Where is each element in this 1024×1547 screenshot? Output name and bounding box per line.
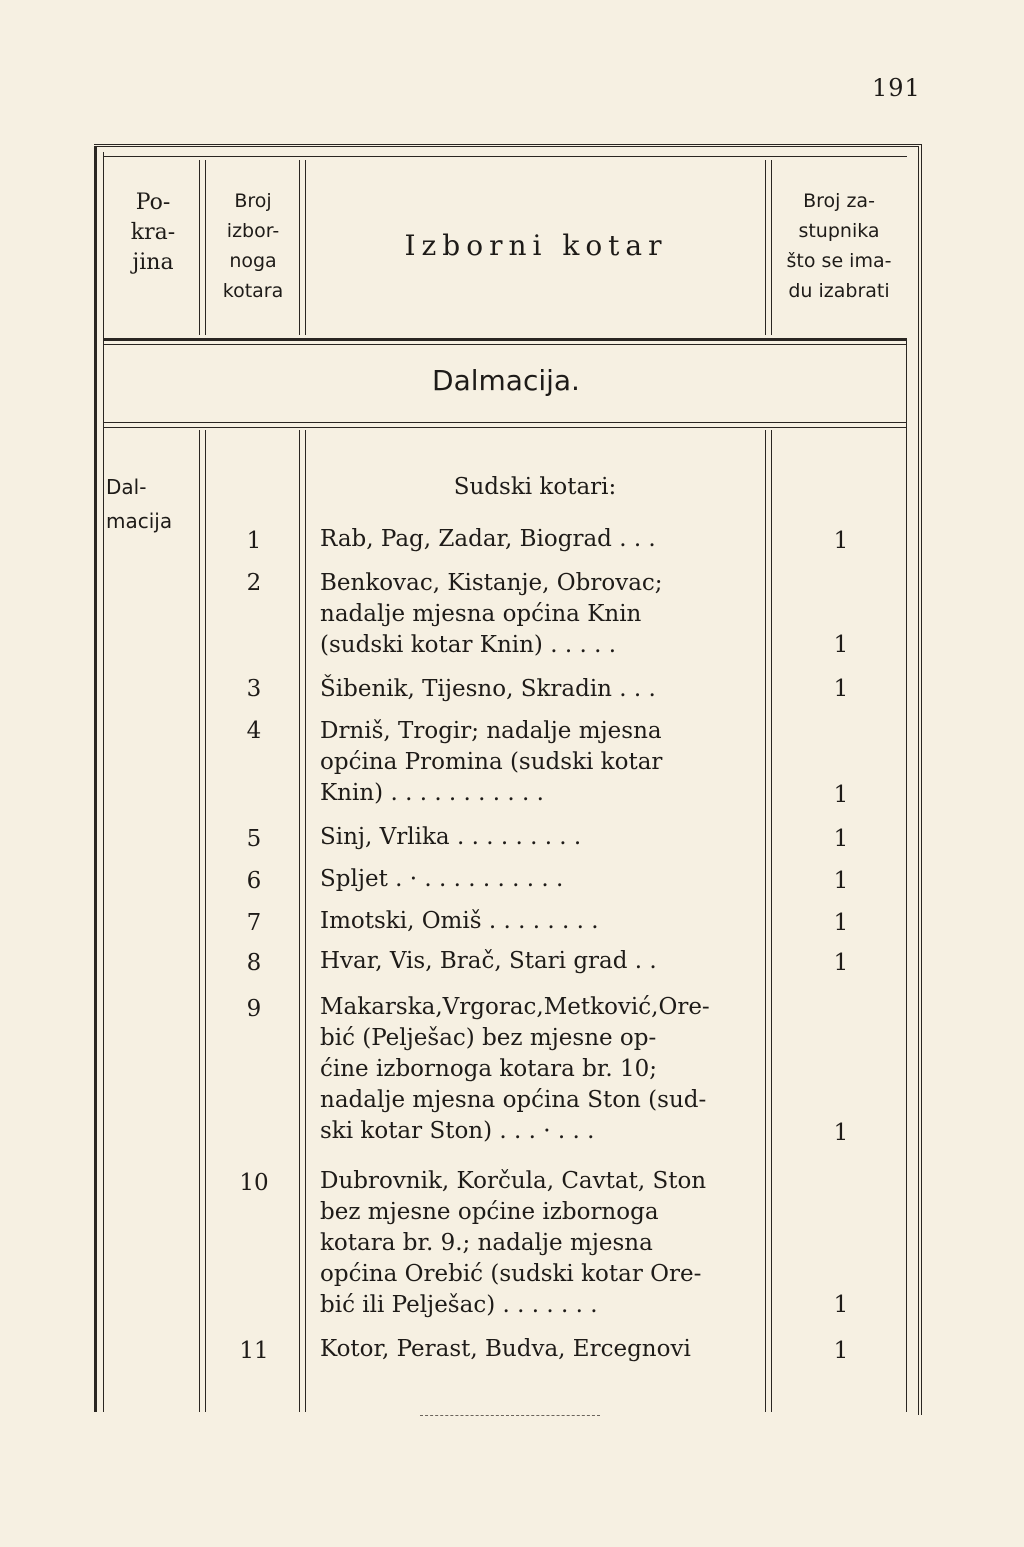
row-districts <box>320 946 752 977</box>
header-representatives-line: stupnika <box>798 220 880 242</box>
row-number: 11 <box>239 1338 269 1364</box>
region-label <box>106 470 198 538</box>
row-line: Imotski, Omiš . . . . . . . . <box>320 908 599 934</box>
header-top-rule <box>103 156 907 157</box>
row-districts <box>320 1334 752 1365</box>
outer-left-rule <box>94 146 97 1412</box>
row-line: bić ili Pelješac) . . . . . . . <box>320 1292 598 1318</box>
row-count: 1 <box>833 868 849 894</box>
row-line: Knin) . . . . . . . . . . . <box>320 780 544 806</box>
row-number: 3 <box>246 676 262 702</box>
row-number: 5 <box>246 826 262 852</box>
row-count: 1 <box>833 782 849 808</box>
row-line: Dubrovnik, Korčula, Cavtat, Ston <box>320 1168 707 1194</box>
row-line: bić (Pelješac) bez mjesne op- <box>320 1025 657 1051</box>
header-representatives-line: što se ima- <box>786 250 892 272</box>
header-region-line: jina <box>132 250 174 275</box>
row-districts <box>320 906 752 937</box>
page-number: 191 <box>872 74 921 102</box>
region-label-line: Dal- <box>106 475 147 499</box>
row-count: 1 <box>833 910 849 936</box>
inner-left-rule <box>103 152 104 1412</box>
row-line: nadalje mjesna općina Ston (sud- <box>320 1087 707 1113</box>
row-number: 4 <box>246 718 262 744</box>
header-district-number-line: Broj <box>234 190 272 212</box>
row-line: općina Promina (sudski kotar <box>320 749 663 775</box>
header-district-number-line: kotara <box>222 280 284 302</box>
header-representatives-line: du izabrati <box>788 280 890 302</box>
row-districts <box>320 568 752 661</box>
header-bottom-rule <box>103 338 907 341</box>
header-district-number <box>206 186 300 306</box>
row-number: 8 <box>246 950 262 976</box>
row-line: Makarska,Vrgorac,Metković,Ore- <box>320 994 710 1020</box>
col-rule-1a <box>199 160 200 335</box>
row-number: 1 <box>246 528 262 554</box>
region-label-line: macija <box>106 509 173 533</box>
body-rule-3a <box>765 430 766 1412</box>
body-rule-3b <box>771 430 772 1412</box>
header-representatives-line: Broj za- <box>803 190 875 212</box>
header-region-line: Po- <box>135 190 171 215</box>
body-rule-1a <box>199 430 200 1412</box>
row-districts <box>320 674 752 705</box>
row-districts <box>320 864 752 895</box>
header-bottom-rule-2 <box>103 344 907 345</box>
row-number: 9 <box>246 996 262 1022</box>
row-line: Drniš, Trogir; nadalje mjesna <box>320 718 662 744</box>
body-rule-2b <box>305 430 306 1412</box>
row-count: 1 <box>833 676 849 702</box>
row-number: 10 <box>239 1170 269 1196</box>
row-count: 1 <box>833 826 849 852</box>
header-district-number-line: noga <box>229 250 277 272</box>
right-inner-rule <box>906 340 907 1412</box>
row-line: ski kotar Ston) . . . · . . . <box>320 1118 595 1144</box>
header-district: Izborni kotar <box>404 229 668 262</box>
header-region <box>108 188 198 278</box>
header-region-line: kra- <box>130 220 176 245</box>
row-line: bez mjesne općine izbornoga <box>320 1199 659 1225</box>
row-line: nadalje mjesna općina Knin <box>320 601 642 627</box>
row-number: 2 <box>246 570 262 596</box>
header-district-number-line: izbor- <box>226 220 280 242</box>
row-line: Benkovac, Kistanje, Obrovac; <box>320 570 663 596</box>
section-bottom-rule <box>103 422 907 423</box>
row-count: 1 <box>833 1338 849 1364</box>
row-districts <box>320 992 752 1147</box>
row-number: 6 <box>246 868 262 894</box>
subheading: Sudski kotari: <box>453 474 617 500</box>
row-count: 1 <box>833 632 849 658</box>
row-count: 1 <box>833 1292 849 1318</box>
header-representatives <box>772 186 906 306</box>
row-line: kotara br. 9.; nadalje mjesna <box>320 1230 653 1256</box>
section-bottom-rule-2 <box>103 427 907 428</box>
row-line: Hvar, Vis, Brač, Stari grad . . <box>320 948 657 974</box>
row-number: 7 <box>246 910 262 936</box>
row-districts <box>320 524 752 555</box>
row-line: Šibenik, Tijesno, Skradin . . . <box>320 676 656 702</box>
section-title: Dalmacija. <box>432 364 580 397</box>
row-line: Kotor, Perast, Budva, Ercegnovi <box>320 1336 691 1362</box>
row-line: Rab, Pag, Zadar, Biograd . . . <box>320 526 656 552</box>
row-count: 1 <box>833 1120 849 1146</box>
bottom-dashed-rule <box>420 1415 600 1417</box>
row-line: (sudski kotar Knin) . . . . . <box>320 632 617 658</box>
row-line: Spljet . · . . . . . . . . . . <box>320 866 564 892</box>
row-count: 1 <box>833 528 849 554</box>
row-line: općina Orebić (sudski kotar Ore- <box>320 1261 702 1287</box>
row-districts <box>320 822 752 853</box>
row-districts <box>320 716 752 809</box>
row-districts <box>320 1166 752 1321</box>
row-count: 1 <box>833 950 849 976</box>
row-line: Sinj, Vrlika . . . . . . . . . <box>320 824 582 850</box>
row-line: ćine izbornoga kotara br. 10; <box>320 1056 658 1082</box>
